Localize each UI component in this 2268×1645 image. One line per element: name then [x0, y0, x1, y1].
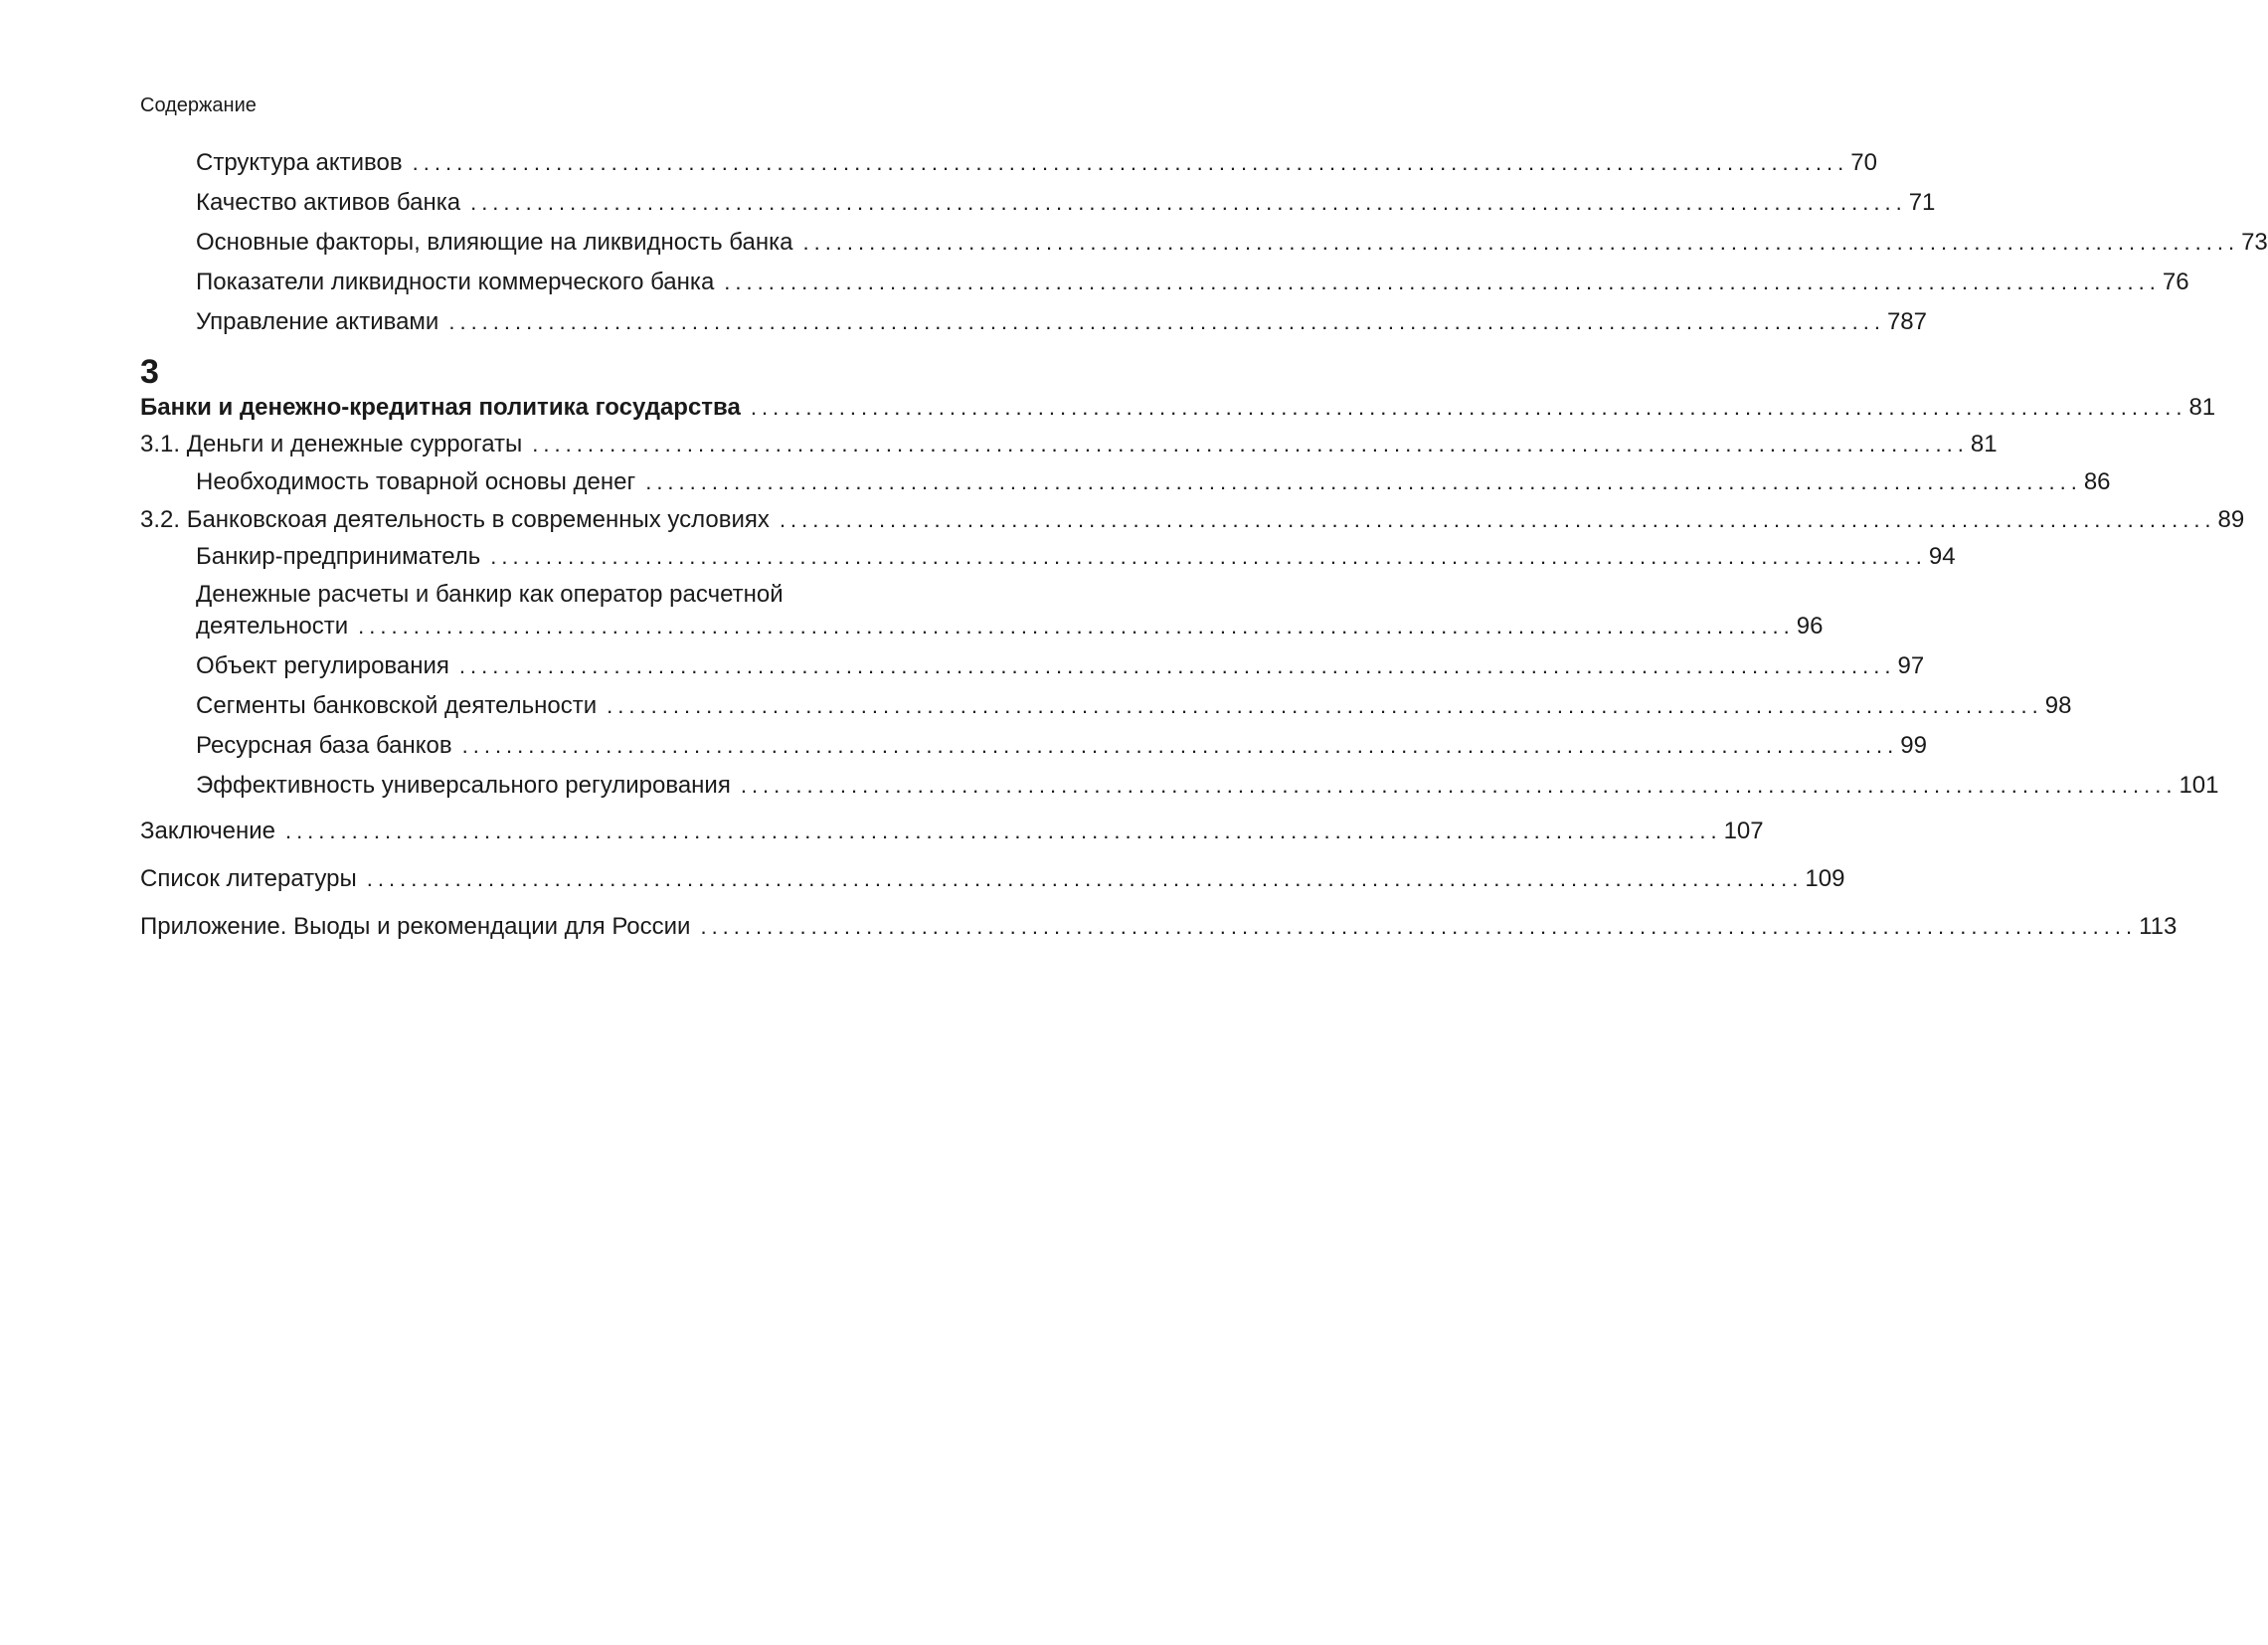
toc-leader: .................................................................................................................................. — [284, 819, 1722, 843]
toc-entry-title: Объект регулирования — [196, 652, 449, 679]
toc-entry-page: 86 — [2083, 468, 2111, 495]
toc-entry-title: Управление активами — [196, 308, 439, 335]
toc-entry-page: 113 — [2139, 913, 2178, 940]
toc-entry-title: Качество активов банка — [196, 189, 461, 216]
toc-entry-page: 81 — [2188, 394, 2216, 421]
toc-leader: .................................................................................................................................. — [724, 270, 2161, 294]
table-of-contents — [140, 147, 2268, 943]
section-title: 3.2. Банковскоая деятельность в современных условиях — [140, 506, 770, 533]
toc-entry-page: 94 — [1928, 543, 1956, 570]
toc-entry-page: 99 — [1900, 732, 1927, 759]
chapter-number: 3 — [140, 353, 159, 391]
toc-leader: .................................................................................................................................. — [607, 693, 2043, 718]
toc-entry[interactable] — [140, 227, 2268, 259]
toc-entry-title: Приложение. Выоды и рекомендации для России — [140, 913, 691, 940]
toc-leader: .................................................................................................................................. — [802, 230, 2240, 255]
toc-entry[interactable] — [140, 541, 1956, 573]
toc-leader: .................................................................................................................................. — [358, 614, 1795, 639]
toc-entry[interactable] — [140, 267, 2189, 298]
toc-backmatter-entry[interactable] — [140, 816, 1764, 847]
toc-entry-title: Заключение — [140, 818, 275, 844]
toc-entry-page: 98 — [2044, 692, 2072, 719]
section-title: 3.1. Деньги и денежные суррогаты — [140, 431, 523, 457]
toc-entry-title: Сегменты банковской деятельности — [196, 692, 598, 719]
toc-leader: .................................................................................................................................. — [532, 432, 1969, 457]
toc-entry-title-line1: Денежные расчеты и банкир как оператор расчетной — [196, 581, 784, 608]
toc-leader: .................................................................................................................................. — [779, 507, 2216, 532]
toc-entry[interactable] — [140, 187, 1936, 219]
toc-entry-title: Банкир-предприниматель — [196, 543, 481, 570]
toc-entry[interactable] — [140, 730, 1927, 762]
toc-entry-page: 89 — [2217, 506, 2245, 533]
chapter-title: Банки и денежно-кредитная политика государства — [140, 394, 741, 421]
toc-entry-title: Показатели ликвидности коммерческого банка — [196, 269, 715, 295]
toc-entry-title: Эффективность универсального регулирования — [196, 772, 731, 799]
toc-entry-title: Структура активов — [196, 149, 403, 176]
toc-entry-page: 787 — [1886, 308, 1927, 335]
toc-leader: .................................................................................................................................. — [740, 773, 2178, 798]
toc-leader: .................................................................................................................................. — [750, 395, 2187, 420]
toc-entry-page: 81 — [1970, 431, 1998, 457]
toc-entry-title-line2: деятельности — [196, 613, 349, 640]
toc-entry-page: 70 — [1850, 149, 1877, 176]
toc-leader: .................................................................................................................................. — [461, 733, 1899, 758]
toc-entry-page: 109 — [1805, 865, 1845, 892]
toc-leader: .................................................................................................................................. — [470, 190, 1907, 215]
toc-leader: .................................................................................................................................. — [448, 309, 1885, 334]
toc-leader: .................................................................................................................................. — [458, 653, 1896, 678]
toc-wrapped-entry[interactable] — [140, 579, 1824, 642]
toc-entry-page: 96 — [1796, 613, 1824, 640]
toc-entry[interactable] — [140, 650, 1925, 682]
toc-leader: .................................................................................................................................. — [366, 866, 1804, 891]
running-head: Содержание — [140, 94, 257, 116]
toc-entry-page: 73 — [2241, 229, 2268, 256]
toc-leader: .................................................................................................................................. — [412, 150, 1849, 175]
toc-section-entry[interactable] — [140, 504, 2245, 536]
toc-entry-title: Необходимость товарной основы денег — [196, 468, 636, 495]
toc-chapter-entry[interactable] — [140, 392, 2216, 424]
toc-entry-page: 101 — [2179, 772, 2219, 799]
toc-entry-line2 — [196, 611, 1824, 642]
toc-entry-page: 97 — [1897, 652, 1925, 679]
toc-leader: .................................................................................................................................. — [490, 544, 1927, 569]
toc-entry-page: 71 — [1908, 189, 1936, 216]
toc-entry-page: 76 — [2162, 269, 2189, 295]
toc-backmatter-entry[interactable] — [140, 863, 1845, 895]
toc-leader: .................................................................................................................................. — [700, 914, 2138, 939]
toc-entry-title: Ресурсная база банков — [196, 732, 452, 759]
toc-entry[interactable] — [140, 770, 2219, 802]
toc-entry[interactable] — [140, 466, 2111, 498]
toc-backmatter-entry[interactable] — [140, 911, 2178, 943]
toc-entry-title: Основные факторы, влияющие на ликвидность банка — [196, 229, 793, 256]
toc-entry[interactable] — [140, 690, 2072, 722]
toc-entry[interactable] — [140, 147, 1877, 179]
toc-entry-title: Список литературы — [140, 865, 357, 892]
toc-entry-page: 107 — [1723, 818, 1764, 844]
toc-entry[interactable] — [140, 306, 1927, 338]
toc-section-entry[interactable] — [140, 429, 1998, 460]
toc-leader: .................................................................................................................................. — [645, 469, 2082, 494]
